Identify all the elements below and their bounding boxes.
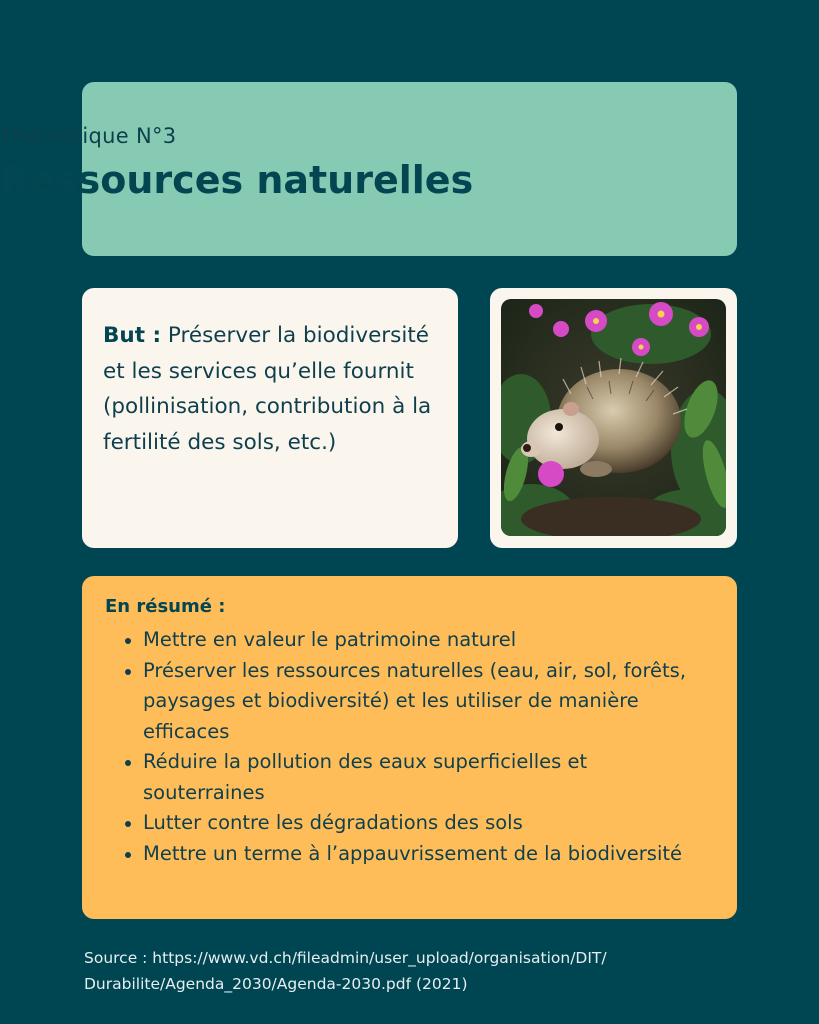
summary-title: En résumé : [105, 596, 226, 617]
summary-list [105, 625, 707, 869]
list-item: Préserver les ressources naturelles (eau, air, sol, forêts, paysages et biodiversité) et les utiliser de manière efficaces [143, 656, 707, 748]
list-item: Mettre en valeur le patrimoine naturel [143, 625, 707, 656]
list-item: Réduire la pollution des eaux superficielles et souterraines [143, 747, 707, 808]
goal-label: But : [103, 323, 162, 348]
theme-subtitle: Thématique N°3 [0, 124, 177, 148]
photo-card [490, 288, 737, 548]
summary-card [82, 576, 737, 919]
goal-card [82, 288, 458, 548]
page-title: Ressources naturelles [0, 158, 474, 202]
source-line-1: Source : https://www.vd.ch/fileadmin/user_upload/organisation/DIT/ [84, 949, 607, 967]
list-item: Lutter contre les dégradations des sols [143, 808, 707, 839]
source-citation [84, 945, 744, 997]
hedgehog-photo [501, 299, 726, 536]
list-item: Mettre un terme à l’appauvrissement de la biodiversité [143, 839, 707, 870]
goal-paragraph [103, 318, 436, 460]
goal-text: Préserver la biodiversité et les services qu’elle fournit (pollinisation, contribution à la fertilité des sols, etc.) [103, 323, 432, 455]
source-line-2: Durabilite/Agenda_2030/Agenda-2030.pdf (2021) [84, 975, 468, 993]
hedgehog-image-illustration [501, 299, 726, 536]
